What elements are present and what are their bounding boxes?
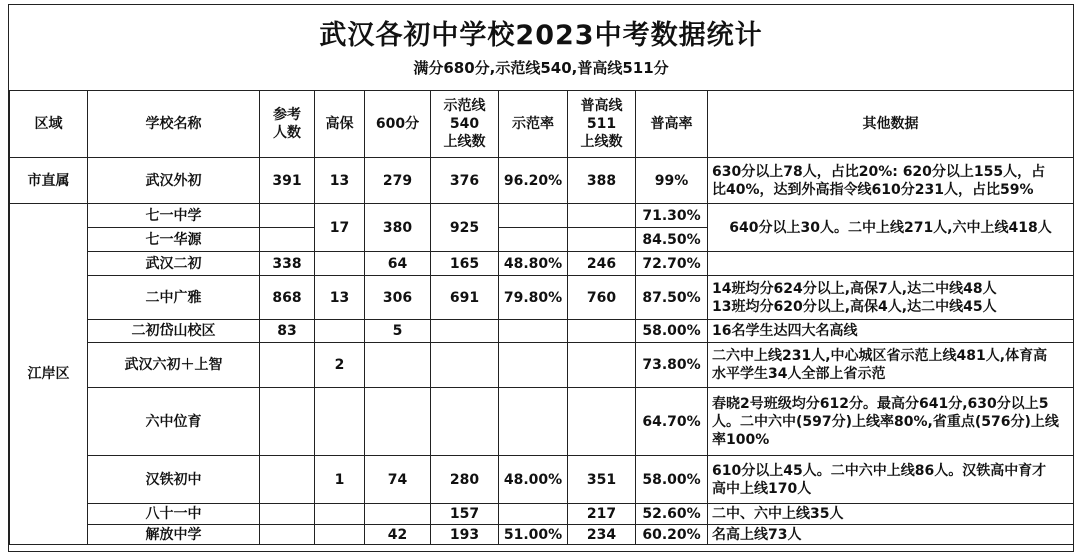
other-data-cell: 二六中上线231人,中心城区省示范上线481人,体育高 水平学生34人全部上省示范 [708, 343, 1074, 388]
header-cell: 普高率 [636, 91, 708, 158]
general-rate-cell: 84.50% [636, 228, 708, 252]
header-cell: 普高线 511 上线数 [568, 91, 636, 158]
score600-cell: 279 [365, 158, 431, 204]
other-data-cell: 630分以上78人，占比20%: 620分以上155人，占 比40%，达到外高指令线610分231人，占比59% [708, 158, 1074, 204]
gaobao-cell [315, 252, 365, 276]
score600-cell [365, 343, 431, 388]
general-rate-cell: 72.70% [636, 252, 708, 276]
header-cell: 其他数据 [708, 91, 1074, 158]
school-name: 二初岱山校区 [88, 320, 260, 343]
demo-count-cell [431, 343, 499, 388]
general-count-cell [568, 388, 636, 456]
demo-rate-cell: 79.80% [499, 276, 568, 320]
school-name: 武汉外初 [88, 158, 260, 204]
header-cell: 参考 人数 [260, 91, 315, 158]
demo-count-cell: 376 [431, 158, 499, 204]
participants-cell [260, 456, 315, 504]
gaobao-cell: 13 [315, 158, 365, 204]
general-rate-cell: 73.80% [636, 343, 708, 388]
school-name: 八十一中 [88, 504, 260, 525]
gaobao-cell: 2 [315, 343, 365, 388]
general-rate-cell: 58.00% [636, 320, 708, 343]
demo-rate-cell [499, 228, 568, 252]
gaobao-cell [315, 320, 365, 343]
gaobao-cell: 13 [315, 276, 365, 320]
header-cell: 示范线 540 上线数 [431, 91, 499, 158]
score600-cell [365, 388, 431, 456]
score600-cell [365, 504, 431, 525]
demo-rate-cell: 96.20% [499, 158, 568, 204]
participants-cell [260, 388, 315, 456]
participants-cell: 868 [260, 276, 315, 320]
general-count-cell: 388 [568, 158, 636, 204]
demo-count-cell [431, 320, 499, 343]
demo-count-cell: 157 [431, 504, 499, 525]
table-row [10, 504, 1074, 525]
school-name: 七一中学 [88, 204, 260, 228]
participants-cell [260, 504, 315, 525]
demo-count-cell: 691 [431, 276, 499, 320]
school-name: 六中位育 [88, 388, 260, 456]
general-count-cell: 246 [568, 252, 636, 276]
table-row [10, 525, 1074, 545]
general-count-cell [568, 320, 636, 343]
general-count-cell: 351 [568, 456, 636, 504]
general-count-cell [568, 228, 636, 252]
page-subtitle: 满分680分,示范线540,普高线511分 [413, 59, 669, 77]
demo-rate-cell [499, 204, 568, 228]
other-data-cell: 16名学生达四大名高线 [708, 320, 1074, 343]
score600-cell: 74 [365, 456, 431, 504]
demo-count-cell: 280 [431, 456, 499, 504]
demo-rate-cell: 48.00% [499, 456, 568, 504]
school-name: 二中广雅 [88, 276, 260, 320]
school-name: 武汉六初＋上智 [88, 343, 260, 388]
header-cell: 600分 [365, 91, 431, 158]
general-count-cell: 217 [568, 504, 636, 525]
participants-cell [260, 204, 315, 228]
general-rate-cell: 52.60% [636, 504, 708, 525]
participants-cell [260, 343, 315, 388]
demo-rate-cell [499, 343, 568, 388]
stats-sheet [8, 4, 1074, 552]
score600-cell: 64 [365, 252, 431, 276]
score600-cell: 42 [365, 525, 431, 545]
general-rate-cell: 58.00% [636, 456, 708, 504]
general-rate-cell: 71.30% [636, 204, 708, 228]
demo-count-cell: 193 [431, 525, 499, 545]
general-rate-cell: 87.50% [636, 276, 708, 320]
gaobao-cell [315, 388, 365, 456]
participants-cell: 391 [260, 158, 315, 204]
stats-table [9, 90, 1074, 545]
page-title: 武汉各初中学校2023中考数据统计 [319, 20, 763, 51]
participants-cell: 83 [260, 320, 315, 343]
score600-cell: 380 [365, 204, 431, 252]
other-data-cell: 610分以上45人。二中六中上线86人。汉铁高中育才 高中上线170人 [708, 456, 1074, 504]
district-cell: 江岸区 [10, 204, 88, 545]
table-row [10, 204, 1074, 228]
participants-cell [260, 525, 315, 545]
gaobao-cell [315, 504, 365, 525]
table-row [10, 158, 1074, 204]
demo-rate-cell [499, 388, 568, 456]
school-name: 七一华源 [88, 228, 260, 252]
general-count-cell: 760 [568, 276, 636, 320]
header-row [10, 91, 1074, 158]
other-data-cell: 二中、六中上线35人 [708, 504, 1074, 525]
table-row [10, 456, 1074, 504]
general-rate-cell: 64.70% [636, 388, 708, 456]
demo-rate-cell [499, 504, 568, 525]
gaobao-cell: 1 [315, 456, 365, 504]
demo-rate-cell [499, 320, 568, 343]
demo-count-cell [431, 388, 499, 456]
demo-count-cell: 925 [431, 204, 499, 252]
other-data-cell: 640分以上30人。二中上线271人,六中上线418人 [708, 204, 1074, 252]
score600-cell: 5 [365, 320, 431, 343]
table-row [10, 343, 1074, 388]
demo-count-cell: 165 [431, 252, 499, 276]
header-cell: 区域 [10, 91, 88, 158]
gaobao-cell [315, 525, 365, 545]
school-name: 武汉二初 [88, 252, 260, 276]
demo-rate-cell: 51.00% [499, 525, 568, 545]
other-data-cell [708, 252, 1074, 276]
demo-rate-cell: 48.80% [499, 252, 568, 276]
other-data-cell: 14班均分624分以上,高保7人,达二中线48人 13班均分620分以上,高保4人,达二中线45人 [708, 276, 1074, 320]
district-cell: 市直属 [10, 158, 88, 204]
other-data-cell: 名高上线73人 [708, 525, 1074, 545]
participants-cell [260, 228, 315, 252]
other-data-cell: 春晓2号班级均分612分。最高分641分,630分以上5 人。二中六中(597分)上线率80%,省重点(576分)上线 率100% [708, 388, 1074, 456]
header-cell: 高保 [315, 91, 365, 158]
school-name: 汉铁初中 [88, 456, 260, 504]
school-name: 解放中学 [88, 525, 260, 545]
participants-cell: 338 [260, 252, 315, 276]
header-cell: 示范率 [499, 91, 568, 158]
general-count-cell: 234 [568, 525, 636, 545]
score600-cell: 306 [365, 276, 431, 320]
gaobao-cell: 17 [315, 204, 365, 252]
table-row [10, 276, 1074, 320]
general-count-cell [568, 204, 636, 228]
header-cell: 学校名称 [88, 91, 260, 158]
table-row [10, 320, 1074, 343]
general-rate-cell: 99% [636, 158, 708, 204]
table-row [10, 252, 1074, 276]
table-row [10, 388, 1074, 456]
general-count-cell [568, 343, 636, 388]
general-rate-cell: 60.20% [636, 525, 708, 545]
